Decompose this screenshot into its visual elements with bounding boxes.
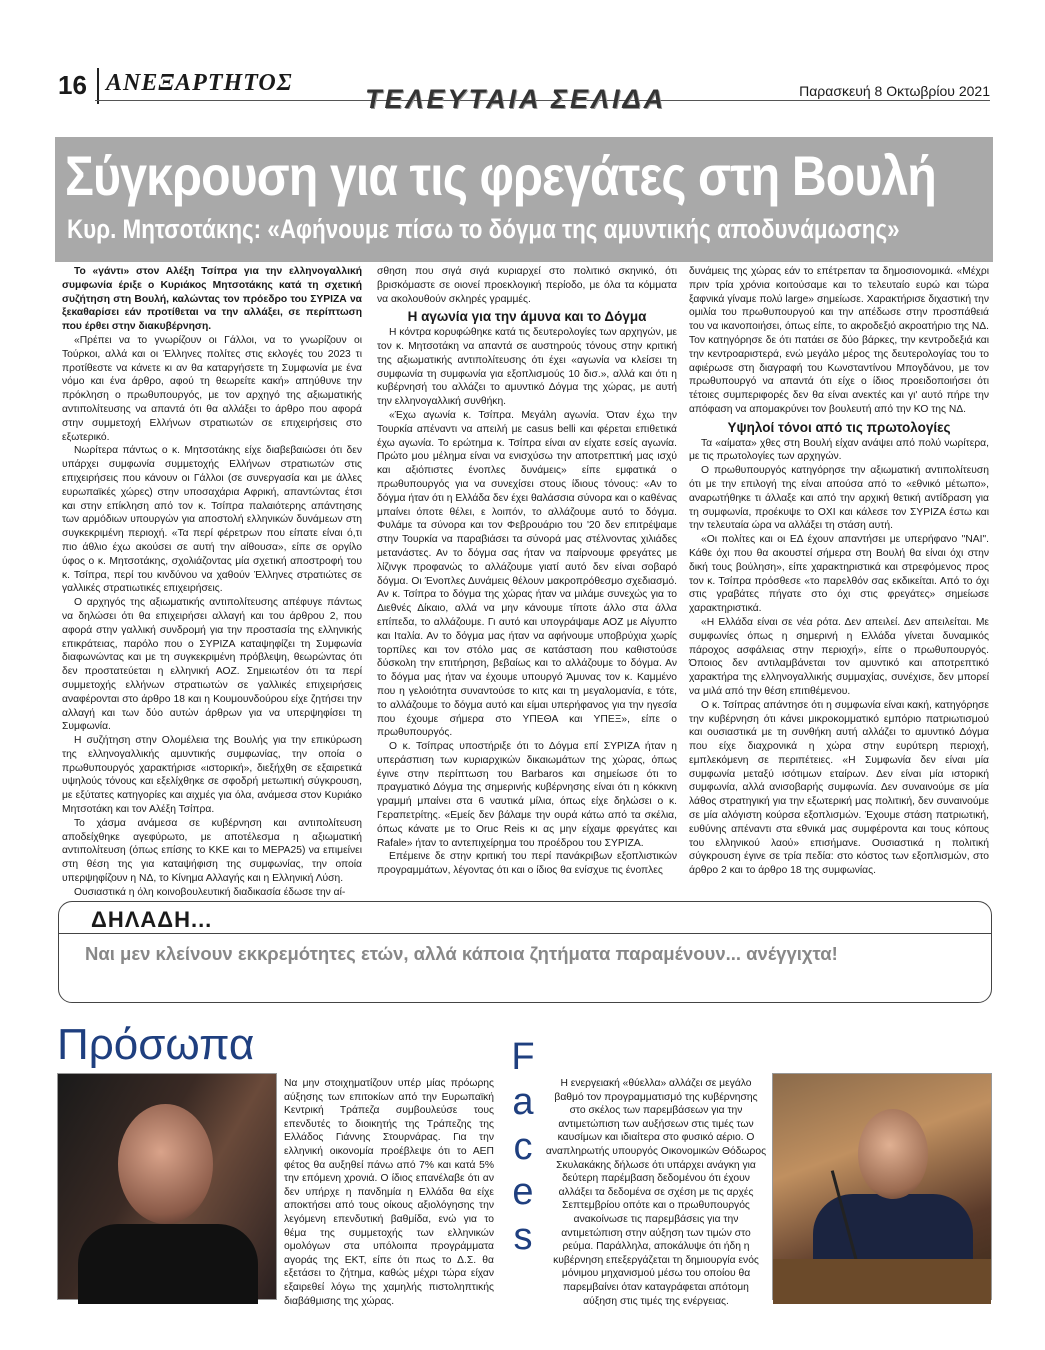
paragraph: Ο πρωθυπουργός κατηγόρησε την αξιωματική αντιπολίτευση ότι με την επιλογή της είναι απούσα από το «εθνικό μέτωπο», αναρωτήθηκε τι άλλαξε και από την αρχική θετική αντίδραση για τη συμφωνία, προέκυψε το ΟΧΙ και κάλεσε τον ΣΥΡΙΖΑ έστω και την τελευταία ώρα να αλλάξει τη στάση αυτή. xyxy=(689,465,989,532)
portrait-photo-right xyxy=(772,1073,992,1300)
article-column-1 xyxy=(62,265,362,898)
subheading: Η αγωνία για την άμυνα και το Δόγμα xyxy=(407,309,647,325)
masthead: ΑΝΕΞΑΡΤΗΤΟΣ xyxy=(106,70,293,96)
bio-right: Η ενεργειακή «θύελλα» αλλάζει σε μεγάλο βαθμό τον προγραμματισμό της κυβέρνησης στο σκέλος των παρεμβάσεων για την αντιμετώπιση των αυξήσεων στις τιμές των καυσίμων και ιδιαίτερα στο φυσικό αέριο. Ο αναπληρωτής υπουργός Οικονομικών Θόδωρος Σκυλακάκης δήλωσε ότι υπάρχει ανάγκη για δεύτερη παρέμβαση δεδομένου ότι έχουν αλλάξει τα δεδομένα σε σχέση με τις αρχές Σεπτεμβρίου οπότε και ο πρωθυπουργός ανακοίνωσε τις παρεμβάσεις για την αντιμετώπιση στην αύξηση των τιμών στο ρεύμα. Παράλληλα, αποκάλυψε ότι ήδη η κυβέρνηση επεξεργάζεται τη δημιουργία ενός μόνιμου μηχανισμού μέσω του οποίου θα παρεμβαίνει όταν καταγράφεται απότομη αύξηση στις τιμές της ενέργειας. xyxy=(545,1078,767,1307)
paragraph: Το χάσμα ανάμεσα σε κυβέρνηση και αντιπολίτευση αποδείχθηκε αγεφύρωτο, με αποτέλεσμα η αξιωματική αντιπολίτευση (όπως επίσης το ΚΚΕ και το ΜΕΡΑ25) να επιμείνει στη θέση της για καταψήφιση της συμφωνίας, την οποία υπερψηφίζουν η ΝΔ, το Κίνημα Αλλαγής και η Ελληνική Λύση. xyxy=(62,817,362,885)
paragraph: «Η Ελλάδα είναι σε νέα ρότα. Δεν απειλεί. Δεν απειλείται. Με συμφωνίες όπως η σημερινή η Ελλάδα γίνεται δυναμικός πάροχος ασφάλειας στην περιοχή», είπε ο πρωθυπουργός. Όποιος δεν αντιλαμβάνεται τον αμυντικό και αποτρεπτικό χαρακτήρα της ελληνογαλλικής συμμαχίας, συνέχισε, δεν μπορεί να μιλά από την θέση επιτιθέμενου. xyxy=(689,616,989,697)
deladi-divider xyxy=(59,933,991,934)
bio-left: Να μην στοιχηματίζουν υπέρ μίας πρόωρης αύξησης των επιτοκίων από την Ευρωπαϊκή Κεντρική Τράπεζα συμβουλεύσε τους επενδυτές το διοικητής της Τράπεζης της Ελλάδος Γιάννης Στουρνάρας. Για την ελληνική οικονομία προέβλεψε ότι το ΑΕΠ φέτος θα αυξηθεί πάνω από 7% και κατά 5% την επόμενη χρονιά. Ο ίδιος επανέλαβε ότι αν δεν υπήρχε η πανδημία η Ελλάδα θα είχε αποκτήσει από τους οίκους αξιολόγησης την λεγόμενη επενδυτική βαθμίδα, ενώ για το θέμα της συμμετοχής των ελληνικών ομολόγων στα υπόλοιπα προγράμματα αγοράς της ΕΚΤ, είπε ότι πως το Δ.Σ. θα εξετάσει το ζήτημα, καθώς μέχρι τώρα είχαν εξαιρεθεί λόγω της χαμηλής πιστοληπτικής διαβάθμισης της χώρας. xyxy=(284,1078,494,1307)
faces-letter: a xyxy=(512,1081,534,1123)
paragraph: Ο κ. Τσίπρας απάντησε ότι η συμφωνία είναι κακή, κατηγόρησε την κυβέρνηση ότι κάνει μικροκομματικό εμπόριο πατριωτισμού και ουσιαστικά με τη συνθήκη αυτή αλλάζει το αμυντικό Δόγμα που είχε διαχρονικά η χώρα στην ευρύτερη περιοχή, εμπλεκόμενη σε περιπέτειες. «Η Συμφωνία δεν είναι μία συμφωνία μεταξύ ισότιμων εταίρων. Δεν είναι μία ιστορική συμφωνία, αλλά ανισοβαρής συμφωνία. Δεν συναινούμε σε μία λάθος στρατηγική για την εξωτερική μας πολιτική, δεν συναινούμε σε μία αλόγιστη κούρσα εξοπλισμών. Έχουμε στάση πατριωτική, ευθύνης απέναντι στα εθνικά μας συμφέροντα και τους κόπους του ελληνικού λαού» επισήμανε. Ουσιαστικά η πολιτική σύγκρουση έγινε σε τρία πεδία: στο κόστος των εξοπλισμών, στο άρθρο 2 και το άρθρο 18 της συμφωνίας. xyxy=(689,699,989,877)
paragraph: Νωρίτερα πάντως ο κ. Μητσοτάκης είχε διαβεβαιώσει ότι δεν υπάρχει συμφωνία συμμετοχής Ελλήνων στρατιωτών στις επιχειρήσεις που κάνουν οι Γάλλοι (σε συνεργασία και με άλλες ευρωπαϊκές χώρες) στην υποσαχάρια Αφρική, απαντώντας έτσι και στην επίκληση από τον κ. Τσίπρα παλαιότερης απάντησης των αρμόδιων υπουργών για αποστολή ελληνικών δυνάμεων στη συγκεκριμένη περιοχή. «Τα περί φέρετρων που είπατε είναι ό,τι πιο άθλιο έχω ακούσει σε αυτή την αίθουσα», είπε σε οργίλο ύφος ο κ. Μητσοτάκης, σχολιάζοντας μία σχετική αποστροφή του κ. Τσίπρα, περί του κινδύνου να χαθούν Έλληνες στρατιώτες σε γαλλικές στρατιωτικές επιχειρήσεις. xyxy=(62,445,362,595)
photo-face xyxy=(118,1104,213,1224)
paragraph: «Έχω αγωνία κ. Τσίπρα. Μεγάλη αγωνία. Όταν έχω την Τουρκία απέναντι να απειλή με casus belli και φέρεται επιθετικά έχω αγωνία. Το ερώτημα κ. Τσίπρα είναι αν είχατε εσείς αγωνία. Πρώτο μου μέλημα είναι να ενισχύσω την αποτρεπτική μας ισχύ και αξιόπιστες ένοπλες δυνάμεις» είπε εμφατικά ο πρωθυπουργός για να συνεχίσει στους ίδιους τόνους: «Αν το δόγμα ήταν ότι η Ελλάδα δεν έχει θαλάσσια σύνορα και ο καθένας μπαίνει όποτε θέλει, ε λοιπόν, το αλλάζουμε αυτό το δόγμα. Φυλάμε τα σύνορα και τον Φεβρουάριο του '20 δεν επιτρέψαμε στην Τουρκία να παραβιάσει τα σύνορά μας στέλνοντας χιλιάδες μετανάστες. Αν το δόγμα σας ήταν να παίρνουμε φρεγάτες με λίζινγκ προφανώς το αλλάζουμε γιατί αυτό δεν είναι σοβαρό δόγμα. Οι Ένοπλες Δυνάμεις θέλουν μακροπρόθεσμο σχεδιασμό. Αν κ. Τσίπρα το δόγμα της χώρας ήταν να μιλάμε συνεχώς για το Διεθνές Δίκαιο, αλλά να μην κάνουμε τίποτε άλλο στα άλλα επίπεδα, το αλλάζουμε. Γι αυτό και υπογράψαμε ΑΟΖ με Αίγυπτο και Ιταλία. Αν το δόγμα μας ήταν να αφήνουμε υποβρύχια χωρίς τορπίλες και τον στόλο μας σε κατάσταση που καθιστούσε δύσκολη την επιτήρηση, βεβαίως και το αλλάζουμε το δόγμα. Αν το δόγμα μας ήταν να έχουμε υπουργό Άμυνας τον κ. Καμμένο που η γελοιότητα συναντούσε το κιτς και τη μεγαλομανία, ε τότε, το αλλάζουμε το δόγμα αυτό και είμαι υπερήφανος για την ηγεσία που έχουμε σήμερα στο ΥΠΕΘΑ και ΥΠΕΞ», είπε ο πρωθυπουργός. xyxy=(377,409,677,739)
article-subtitle: Κυρ. Μητσοτάκης: «Αφήνουμε πίσω το δόγμα της αμυντικής αποδυνάμωσης» xyxy=(67,214,900,244)
faces-letter: c xyxy=(513,1126,533,1168)
issue-date: Παρασκευή 8 Οκτωβρίου 2021 xyxy=(799,83,990,99)
page-number: 16 xyxy=(58,70,87,100)
paragraph: Η κόντρα κορυφώθηκε κατά τις δευτερολογίες των αρχηγών, με τον κ. Μητσοτάκη να απαντά σε αυστηρούς τόνους στην κριτική της αξιωματικής αντιπολίτευσης ότι έχει «αγωνία να κλείσει τη συμφωνία τη συμφωνία για εξοπλισμούς 10 δισ.», αλλά και ότι η κυβέρνησή του αλλάζει το αμυντικό Δόγμα της χώρας, με αυτή την ελληνογαλλική συνθήκη. xyxy=(377,327,677,408)
faces-letter: F xyxy=(511,1036,535,1078)
article-column-2 xyxy=(377,265,677,890)
faces-letter: s xyxy=(513,1216,533,1258)
paragraph: δυνάμεις της χώρας εάν το επέτρεπαν τα δημοσιονομικά. «Μέχρι πριν τρία χρόνια κοιτούσαμε και το τελευταίο ευρώ και τώρα ξαφνικά γίναμε πολύ large» σημείωσε. Χαρακτήρισε διχαστική την ομιλία του πρωθυπουργού και την απέδωσε στην προσπάθειά του να ικανοποιήσει, όπως είπε, το ακροδεξιό ακροατήριο της ΝΔ. Τον κατηγόρησε δε ότι πατάει σε δύο βάρκες, την κεντροδεξιά και την κεντροαριστερά, ενώ μεγάλο μέρος της δευτερολογίας του το αφιέρωσε στη διαγραφή του Κωνσταντίνου Μπογδάνου, με τον πρωθυπουργό να απαντά ότι είχε ο ίδιος προειδοποιήσει ότι τέτοιες συμπεριφορές δεν θα είναι ανεκτές και γι' αυτό πήρε την απόφαση να απομακρύνει τον βουλευτή από την ΚΟ της ΝΔ. xyxy=(689,266,989,415)
paragraph: Ο αρχηγός της αξιωματικής αντιπολίτευσης απέφυγε πάντως να δηλώσει ότι θα επιχειρήσει αλλαγή και του άρθρου 2, που αφορά στην γαλλική συνδρομή για την προστασία της ελληνικής επικράτειας, παρόλο που ο ΣΥΡΙΖΑ καταψηφίζει τη Συμφωνία διαφωνώντας και με τη συγκεκριμένη πρόβλεψη, θεωρώντας ότι δεν προστατεύεται η ελληνική ΑΟΖ. Σημειωτέον ότι τα περί συμμετοχής ελλήνων στρατιωτών σε γαλλικές επιχειρήσεις αναφέρονται στο άρθρο 18 και η Κουμουνδούρου είχε ζητήσει την αλλαγή και των δύο αυτών άρθρων για να υπερψηφίσει τη Συμφωνία. xyxy=(62,597,362,733)
deladi-title: ΔΗΛΑΔΗ... xyxy=(91,907,213,932)
header-divider xyxy=(97,68,99,104)
paragraph: Η συζήτηση στην Ολομέλεια της Βουλής για την επικύρωση της ελληνογαλλικής αμυντικής συμφωνίας, την οποία ο πρωθυπουργός χαρακτήρισε «ιστορική», διεξήχθη σε εξαιρετικά υψηλούς τόνους και εξελίχθηκε σε σφοδρή μετωπική σύγκρουση, με εξύτατες κατηγορίες και αιχμές για όλα, ανάμεσα στον Κυριάκο Μητσοτάκη και τον Αλέξη Τσίπρα. xyxy=(62,735,362,816)
paragraph: «Οι πολίτες και οι ΕΔ έχουν απαντήσει με υπερήφανο "ΝΑΙ". Κάθε όχι που θα ακουστεί σήμερα στη Βουλή θα είναι όχι στην δική τους βούληση», είπε χαρακτηριστικά και στρεφόμενος προς τον κ. Τσίπρα πρόσθεσε «το παρελθόν σας εκδικείται. Από το όχι στις γραβάτες πήγατε στο όχι στις φρεγάτες» σημείωσε χαρακτηριστικά. xyxy=(689,534,989,615)
paragraph: σθηση που σιγά σιγά κυριαρχεί στο πολιτικό σκηνικό, ότι βρισκόμαστε σε οιονεί προεκλογική περίοδο, με όλα τα κόμματα να ακολουθούν σκληρές γραμμές. xyxy=(377,266,677,305)
prosopa-title: Πρόσωπα xyxy=(57,1020,255,1069)
subheading: Υψηλοί τόνοι από τις πρωτολογίες xyxy=(727,419,951,435)
photo-face xyxy=(858,1109,928,1199)
paragraph: Τα «αίματα» χθες στη Βουλή είχαν ανάψει από πολύ νωρίτερα, με τις πρωτολογίες των αρχηγών. xyxy=(689,437,989,463)
paragraph: Ο κ. Τσίπρας υποστήριξε ότι το Δόγμα επί ΣΥΡΙΖΑ ήταν η υπεράσπιση των κυριαρχικών δικαιωμάτων της χώρας, όπως έγινε στην περίπτωση του Barbaros και σημείωσε ότι το πραγματικό Δόγμα της σημερινής κυβέρνησης είναι ότι η κόκκινη γραμμή μπαίνει στα 6 ναυτικά μίλια, όπως είχε δηλώσει ο κ. Γεραπετρίτης. «Εμείς δεν βάλαμε την ουρά κάτω από τα σκέλια, όπως κάνατε με το Oruc Reis κι ας μην είχαμε φρεγάτες και Rafale» ήταν το αντεπιχείρημα του προέδρου του ΣΥΡΙΖΑ. xyxy=(377,741,677,849)
article-columns xyxy=(62,265,991,898)
article-title: Σύγκρουση για τις φρεγάτες στη Βουλή xyxy=(65,144,936,207)
paragraph: Ουσιαστικά η όλη κοινοβουλευτική διαδικασία έδωσε την αί- xyxy=(74,886,346,898)
portrait-photo-left xyxy=(57,1073,277,1300)
podium xyxy=(773,1259,991,1304)
photo-suit xyxy=(78,1224,258,1304)
article-column-3 xyxy=(689,265,989,890)
article-lead: Το «γάντι» στον Αλέξη Τσίπρα για την ελληνογαλλική συμφωνία έριξε ο Κυριάκος Μητσοτάκης κατά τη σχετική συζήτηση στη Βουλή, καλώντας τον πρόεδρο του ΣΥΡΙΖΑ να ξεκαθαρίσει εάν προτίθεται να την αλλάξει, σε περίπτωση που έρθει στην διακυβέρνηση. xyxy=(62,266,362,333)
headline-banner xyxy=(55,137,993,262)
faces-letter: e xyxy=(512,1171,534,1213)
faces-vertical-label xyxy=(508,1035,538,1260)
paragraph: Επέμεινε δε στην κριτική του περί πανάκριβων εξοπλιστικών προγραμμάτων, λέγοντας ότι και ο ίδιος θα ενίσχυε τις ένοπλες xyxy=(377,851,677,877)
paragraph: «Πρέπει να το γνωρίζουν οι Γάλλοι, να το γνωρίζουν οι Τούρκοι, αλλά και οι Έλληνες πολίτες στις εκλογές του 2023 τι προτίθεστε να κάνετε κι αν θα καταργήσετε τη Συμφωνία με ένα νόμο και ένα άρθρο, αφού τη θεωρείτε κακή» απηύθυνε την πρόκληση ο πρωθυπουργός, με τον αρχηγό της αξιωματικής αντιπολίτευσης να απαντά ότι θα αλλάξει το άρθρο που αφορά στην συμμετοχή Ελλήνων στρατιωτών σε επιχειρήσεις στο εξωτερικό. xyxy=(62,334,362,443)
deladi-box xyxy=(58,901,992,1003)
section-title: ΤΕΛΕΥΤΑΙΑ ΣΕΛΙΔΑ xyxy=(365,84,667,114)
deladi-text: Ναι μεν κλείνουν εκκρεμότητες ετών, αλλά κάποια ζητήματα παραμένουν... ανέγγιχτα! xyxy=(85,943,838,964)
